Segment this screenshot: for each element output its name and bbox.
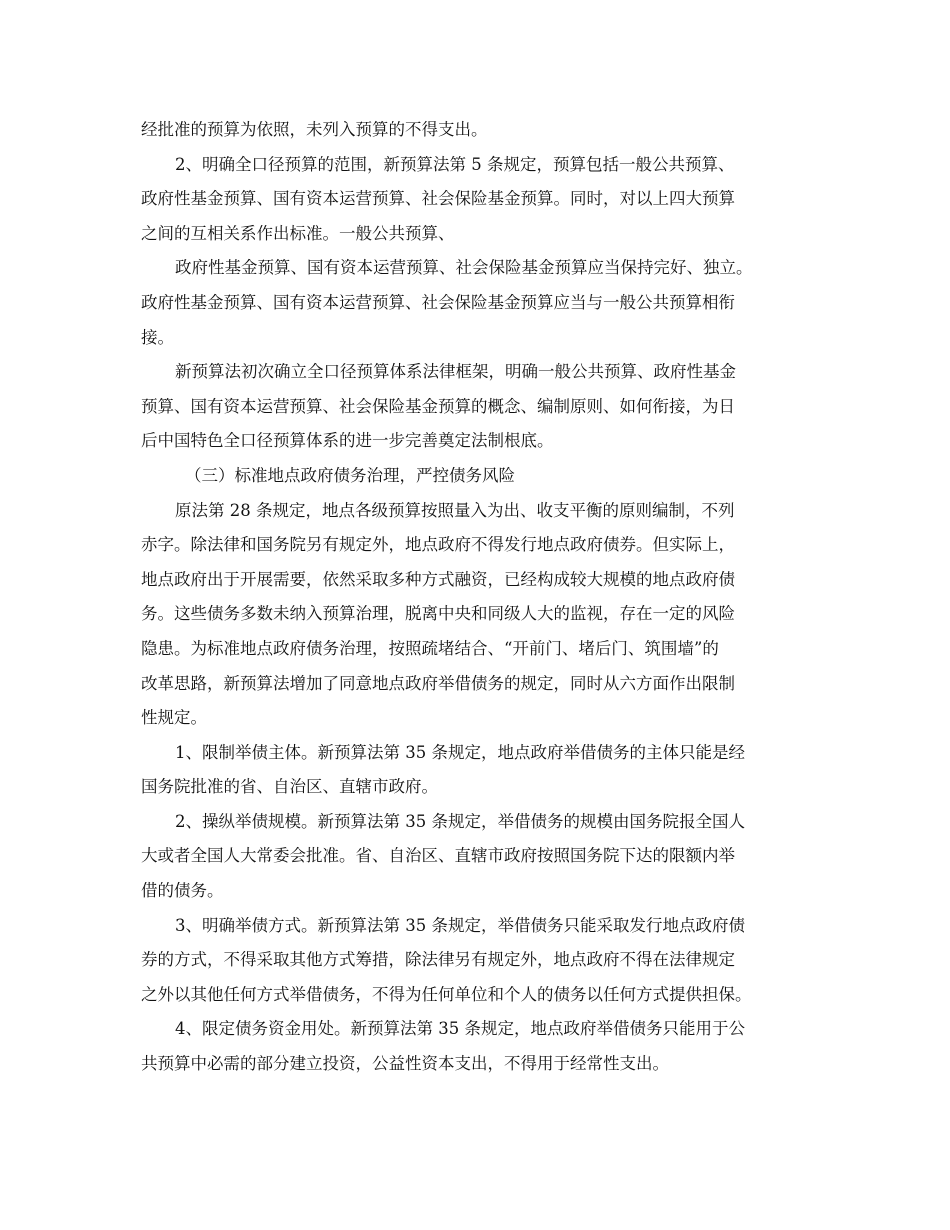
section-heading: （三）标准地点政府债务治理，严控债务风险 (185, 465, 515, 485)
text-line-4: 之间的互相关系作出标准。一般公共预算、 (141, 223, 455, 243)
text-line-19: 1、限制举债主体。新预算法第 35 条规定，地点政府举借债务的主体只能是经 (175, 742, 745, 762)
text-line-10: 后中国特色全口径预算体系的进一步完善奠定法制根底。 (141, 431, 554, 451)
text-line-9: 预算、国有资本运营预算、社会保险基金预算的概念、编制原则、如何衔接，为日 (141, 396, 735, 416)
text-line-13: 赤字。除法律和国务院另有规定外，地点政府不得发行地点政府债券。但实际上， (141, 535, 735, 555)
text-line-20: 国务院批准的省、自治区、直辖市政府。 (141, 777, 438, 797)
text-line-14: 地点政府出于开展需要，依然采取多种方式融资，已经构成较大规模的地点政府债 (141, 569, 735, 589)
text-line-28: 共预算中必需的部分建立投资，公益性资本支出，不得用于经常性支出。 (141, 1054, 669, 1074)
document-body (141, 113, 821, 1082)
text-line-22: 大或者全国人大常委会批准。省、自治区、直辖市政府按照国务院下达的限额内举 (141, 846, 735, 866)
text-line-16: 隐患。为标准地点政府债务治理，按照疏堵结合、“开前门、堵后门、筑围墙”的 (141, 638, 719, 658)
text-line-26: 之外以其他任何方式举借债务，不得为任何单位和个人的债务以任何方式提供担保。 (141, 984, 752, 1004)
text-line-2: 2、明确全口径预算的范围，新预算法第 5 条规定，预算包括一般公共预算、 (175, 154, 735, 174)
text-line-5: 政府性基金预算、国有资本运营预算、社会保险基金预算应当保持完好、独立。 (175, 258, 753, 278)
text-line-24: 3、明确举债方式。新预算法第 35 条规定，举借债务只能采取发行地点政府债 (175, 915, 745, 935)
text-line-17: 改革思路，新预算法增加了同意地点政府举借债务的规定，同时从六方面作出限制 (141, 673, 735, 693)
text-line-21: 2、操纵举债规模。新预算法第 35 条规定，举借债务的规模由国务院报全国人 (175, 811, 745, 831)
text-line-15: 务。这些债务多数未纳入预算治理，脱离中央和同级人大的监视，存在一定的风险 (141, 604, 735, 624)
text-line-27: 4、限定债务资金用处。新预算法第 35 条规定，地点政府举借债务只能用于公 (175, 1019, 745, 1039)
text-line-7: 接。 (141, 327, 174, 347)
text-line-3: 政府性基金预算、国有资本运营预算、社会保险基金预算。同时，对以上四大预算 (141, 189, 735, 209)
text-line-1: 经批准的预算为依照，未列入预算的不得支出。 (141, 120, 488, 139)
text-line-12: 原法第 28 条规定，地点各级预算按照量入为出、收支平衡的原则编制，不列 (175, 500, 735, 520)
text-line-25: 券的方式，不得采取其他方式筹措，除法律另有规定外，地点政府不得在法律规定 (141, 950, 735, 970)
text-line-23: 借的债务。 (141, 881, 224, 901)
text-line-18: 性规定。 (141, 708, 207, 728)
text-line-6: 政府性基金预算、国有资本运营预算、社会保险基金预算应当与一般公共预算相衔 (141, 292, 735, 312)
text-line-8: 新预算法初次确立全口径预算体系法律框架，明确一般公共预算、政府性基金 (175, 362, 736, 382)
